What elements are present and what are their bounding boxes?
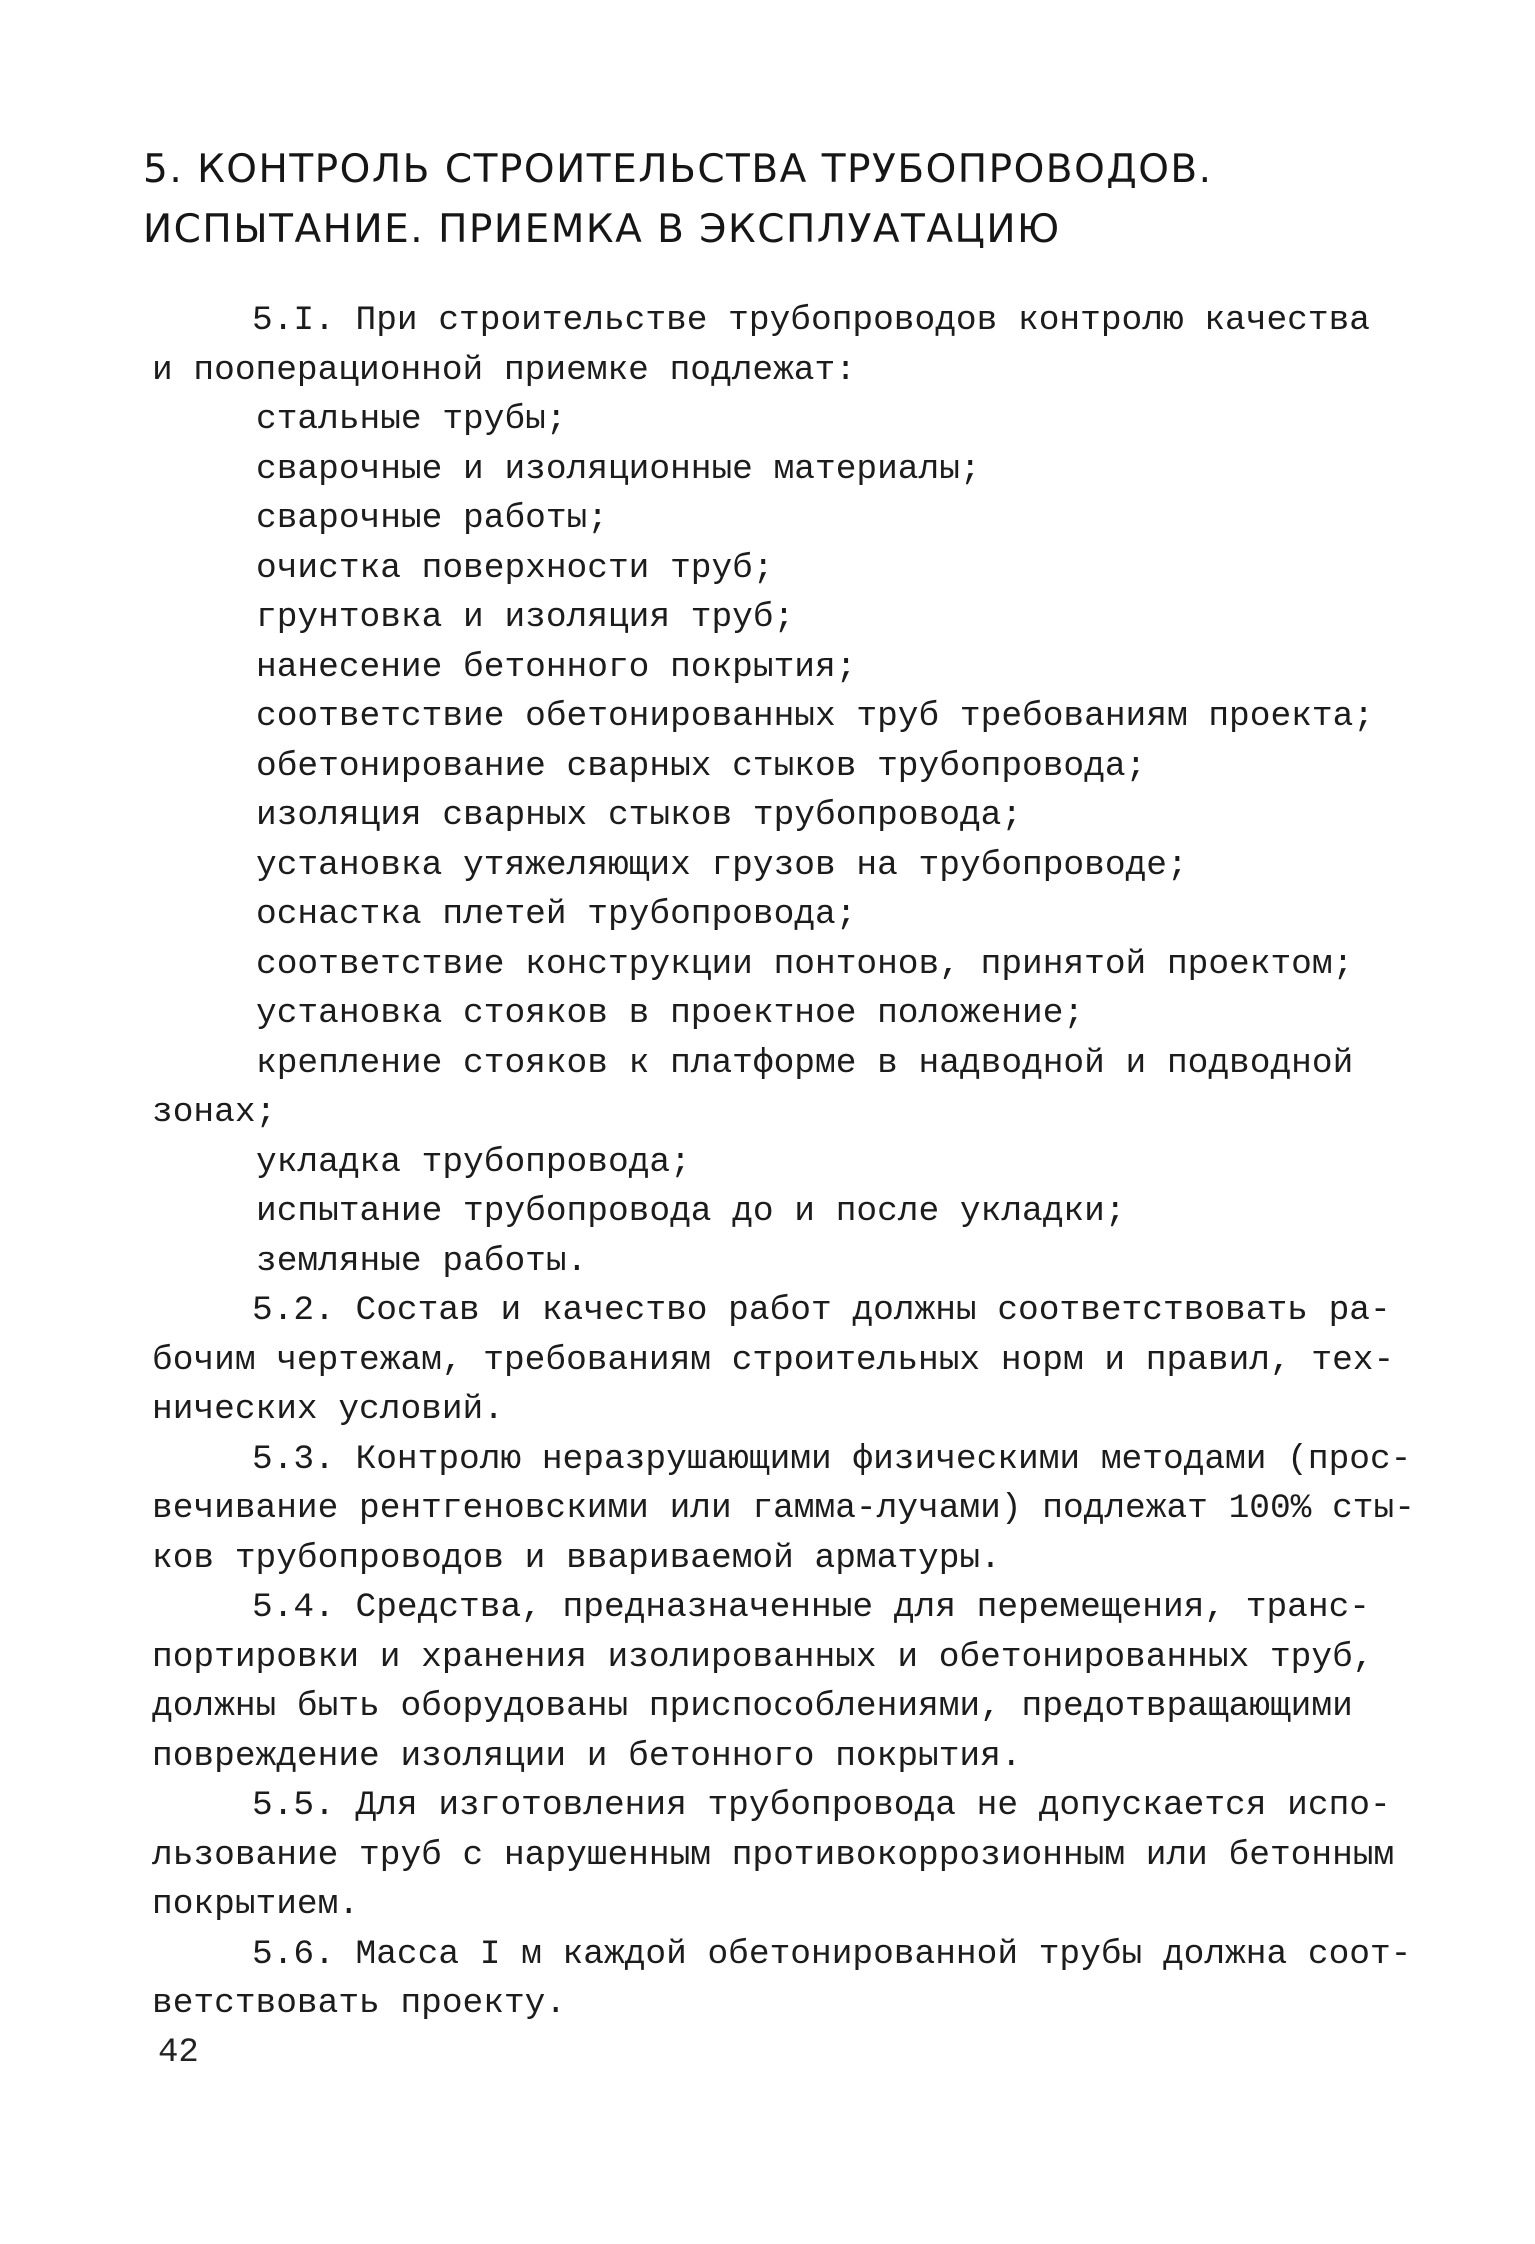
section-body [152, 296, 1415, 2029]
list-item: сварочные и изоляционные материалы; [256, 449, 981, 489]
paragraph-5-4-line: 5.4. Средства, предназначенные для перемещения, транс- [252, 1588, 1370, 1627]
list-item: соответствие конструкции понтонов, принятой проектом; [256, 944, 1354, 984]
paragraph-5-6-line: 5.6. Масса I м каждой обетонированной трубы должна соот- [252, 1934, 1412, 1974]
section-heading-line-1: 5. КОНТРОЛЬ СТРОИТЕЛЬСТВА ТРУБОПРОВОДОВ. [143, 147, 1213, 192]
list-item: нанесение бетонного покрытия; [256, 647, 857, 687]
paragraph-5-4-line: повреждение изоляции и бетонного покрытия. [152, 1736, 1022, 1776]
paragraph-5-3-line: вечивание рентгеновскими или гамма-лучами) подлежат 100% сты- [152, 1489, 1415, 1528]
list-item: стальные трубы; [256, 400, 567, 439]
paragraph-5-5-line: льзование труб с нарушенным противокоррозионным или бетонным [152, 1835, 1395, 1875]
list-item: испытание трубопровода до и после укладки; [256, 1192, 1126, 1231]
list-item: изоляция сварных стыков трубопровода; [256, 796, 1023, 835]
list-item-continuation: зонах; [152, 1093, 277, 1132]
paragraph-5-2-line: нических условий. [152, 1390, 504, 1429]
paragraph-5-5-line: 5.5. Для изготовления трубопровода не допускается испо- [252, 1786, 1391, 1825]
list-item: земляные работы. [256, 1241, 588, 1281]
section-heading [143, 140, 1403, 260]
paragraph-5-4-line: должны быть оборудованы приспособлениями, предотвращающими [152, 1687, 1353, 1726]
list-item: соответствие обетонированных труб требованиям проекта; [256, 697, 1374, 736]
list-item: установка стояков в проектное положение; [256, 994, 1085, 1033]
paragraph-5-6-line: ветствовать проекту. [152, 1984, 567, 2023]
page-number: 42 [158, 2034, 199, 2072]
paragraph-5-3-line: ков трубопроводов и ввариваемой арматуры. [152, 1538, 1001, 1578]
list-item: очистка поверхности труб; [256, 548, 774, 588]
section-heading-line-2: ИСПЫТАНИЕ. ПРИЕМКА В ЭКСПЛУАТАЦИЮ [143, 207, 1061, 252]
paragraph-5-1-line: 5.I. При строительстве трубопроводов контролю качества [252, 301, 1370, 340]
paragraph-5-1-line: и пооперационной приемке подлежат: [152, 350, 856, 390]
list-item: оснастка плетей трубопровода; [256, 895, 857, 934]
list-item: установка утяжеляющих грузов на трубопроводе; [256, 845, 1188, 885]
paragraph-5-3-line: 5.3. Контролю неразрушающими физическими методами (прос- [252, 1439, 1412, 1479]
list-item: сварочные работы; [256, 499, 608, 538]
list-item: грунтовка и изоляция труб; [256, 598, 795, 637]
paragraph-5-5-line: покрытием. [152, 1885, 360, 1924]
paragraph-5-2-line: 5.2. Состав и качество работ должны соответствовать ра- [252, 1291, 1391, 1330]
paragraph-5-2-line: бочим чертежам, требованиям строительных норм и правил, тех- [152, 1340, 1395, 1380]
list-item: обетонирование сварных стыков трубопровода; [256, 746, 1147, 786]
list-item: крепление стояков к платформе в надводной и подводной [256, 1043, 1354, 1083]
list-item: укладка трубопровода; [256, 1142, 691, 1182]
paragraph-5-4-line: портировки и хранения изолированных и обетонированных труб, [152, 1637, 1374, 1677]
